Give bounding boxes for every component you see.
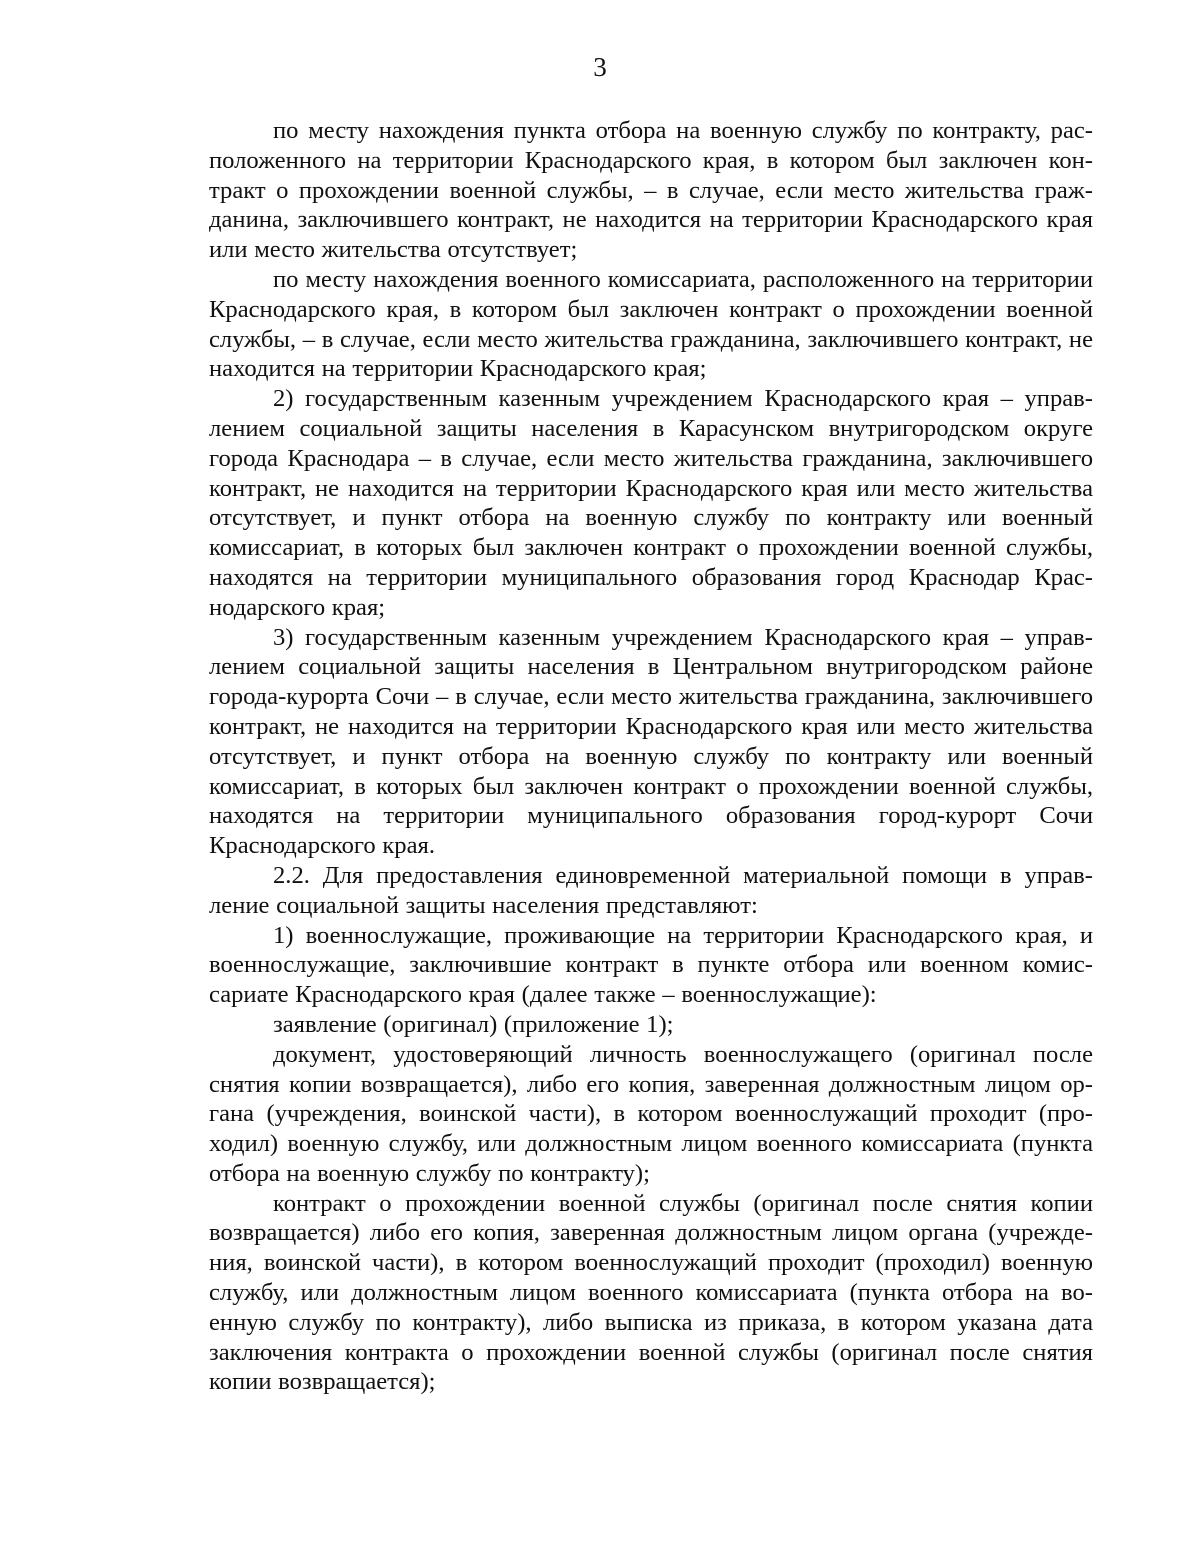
paragraph-pickup-point: по месту нахождения пункта отбора на военную службу по контракту, расположенного на территории Краснодарского края, в котором был заключен контракт о прохождении военной службы, – в случае, если место жительства гражданина, заключившего контракт, не находится на территории Краснодарского края или место жительства отсутствует; [209, 117, 1093, 264]
paragraph-section-2-2: 2.2. Для предоставления единовременной материальной помощи в управление социальной защиты населения представляют: [209, 861, 1093, 919]
paragraph-identity-document: документ, удостоверяющий личность военнослужащего (оригинал после снятия копии возвращается), либо его копия, заверенная должностным лицом органа (учреждения, воинской части), в котором военнослужащий проходит (проходил) военную службу, или должностным лицом военного комиссариата (пункта отбора на военную службу по контракту); [209, 1040, 1093, 1187]
paragraph-item-2-krasnodar: 2) государственным казенным учреждением Краснодарского края – управлением социальной защиты населения в Карасунском внутригородском округе города Краснодара – в случае, если место жительства гражданина, заключившего контракт, не находится на территории Краснодарского края или место жительства отсутствует, и пункт отбора на военную службу по контракту или военный комиссариат, в которых был заключен контракт о прохождении военной службы, находятся на территории муниципального образования город Краснодар Краснодарского края; [209, 385, 1093, 621]
paragraph-military-commissariat: по месту нахождения военного комиссариата, расположенного на территории Краснодарского края, в котором был заключен контракт о прохождении военной службы, – в случае, если место жительства гражданина, заключившего контракт, не находится на территории Краснодарского края; [209, 265, 1093, 383]
paragraph-service-contract: контракт о прохождении военной службы (оригинал после снятия копии возвращается) либо его копия, заверенная должностным лицом органа (учреждения, воинской части), в котором военнослужащий проходит (проходил) военную службу, или должностным лицом военного комиссариата (пункта отбора на военную службу по контракту), либо выписка из приказа, в котором указана дата заключения контракта о прохождении военной службы (оригинал после снятия копии возвращается); [209, 1189, 1093, 1396]
page-number: 3 [593, 52, 607, 82]
document-body [209, 116, 1093, 1397]
paragraph-item-3-sochi: 3) государственным казенным учреждением Краснодарского края – управлением социальной защиты населения в Центральном внутригородском районе города-курорта Сочи – в случае, если место жительства гражданина, заключившего контракт, не находится на территории Краснодарского края или место жительства отсутствует, и пункт отбора на военную службу по контракту или военный комиссариат, в которых был заключен контракт о прохождении военной службы, находятся на территории муниципального образования город-курорт Сочи Краснодарского края. [209, 623, 1093, 860]
paragraph-application: заявление (оригинал) (приложение 1); [273, 1010, 674, 1038]
paragraph-item-1-servicemen: 1) военнослужащие, проживающие на территории Краснодарского края, и военнослужащие, заключившие контракт в пункте отбора или военном комиссариате Краснодарского края (далее также – военнослужащие): [209, 921, 1093, 1009]
